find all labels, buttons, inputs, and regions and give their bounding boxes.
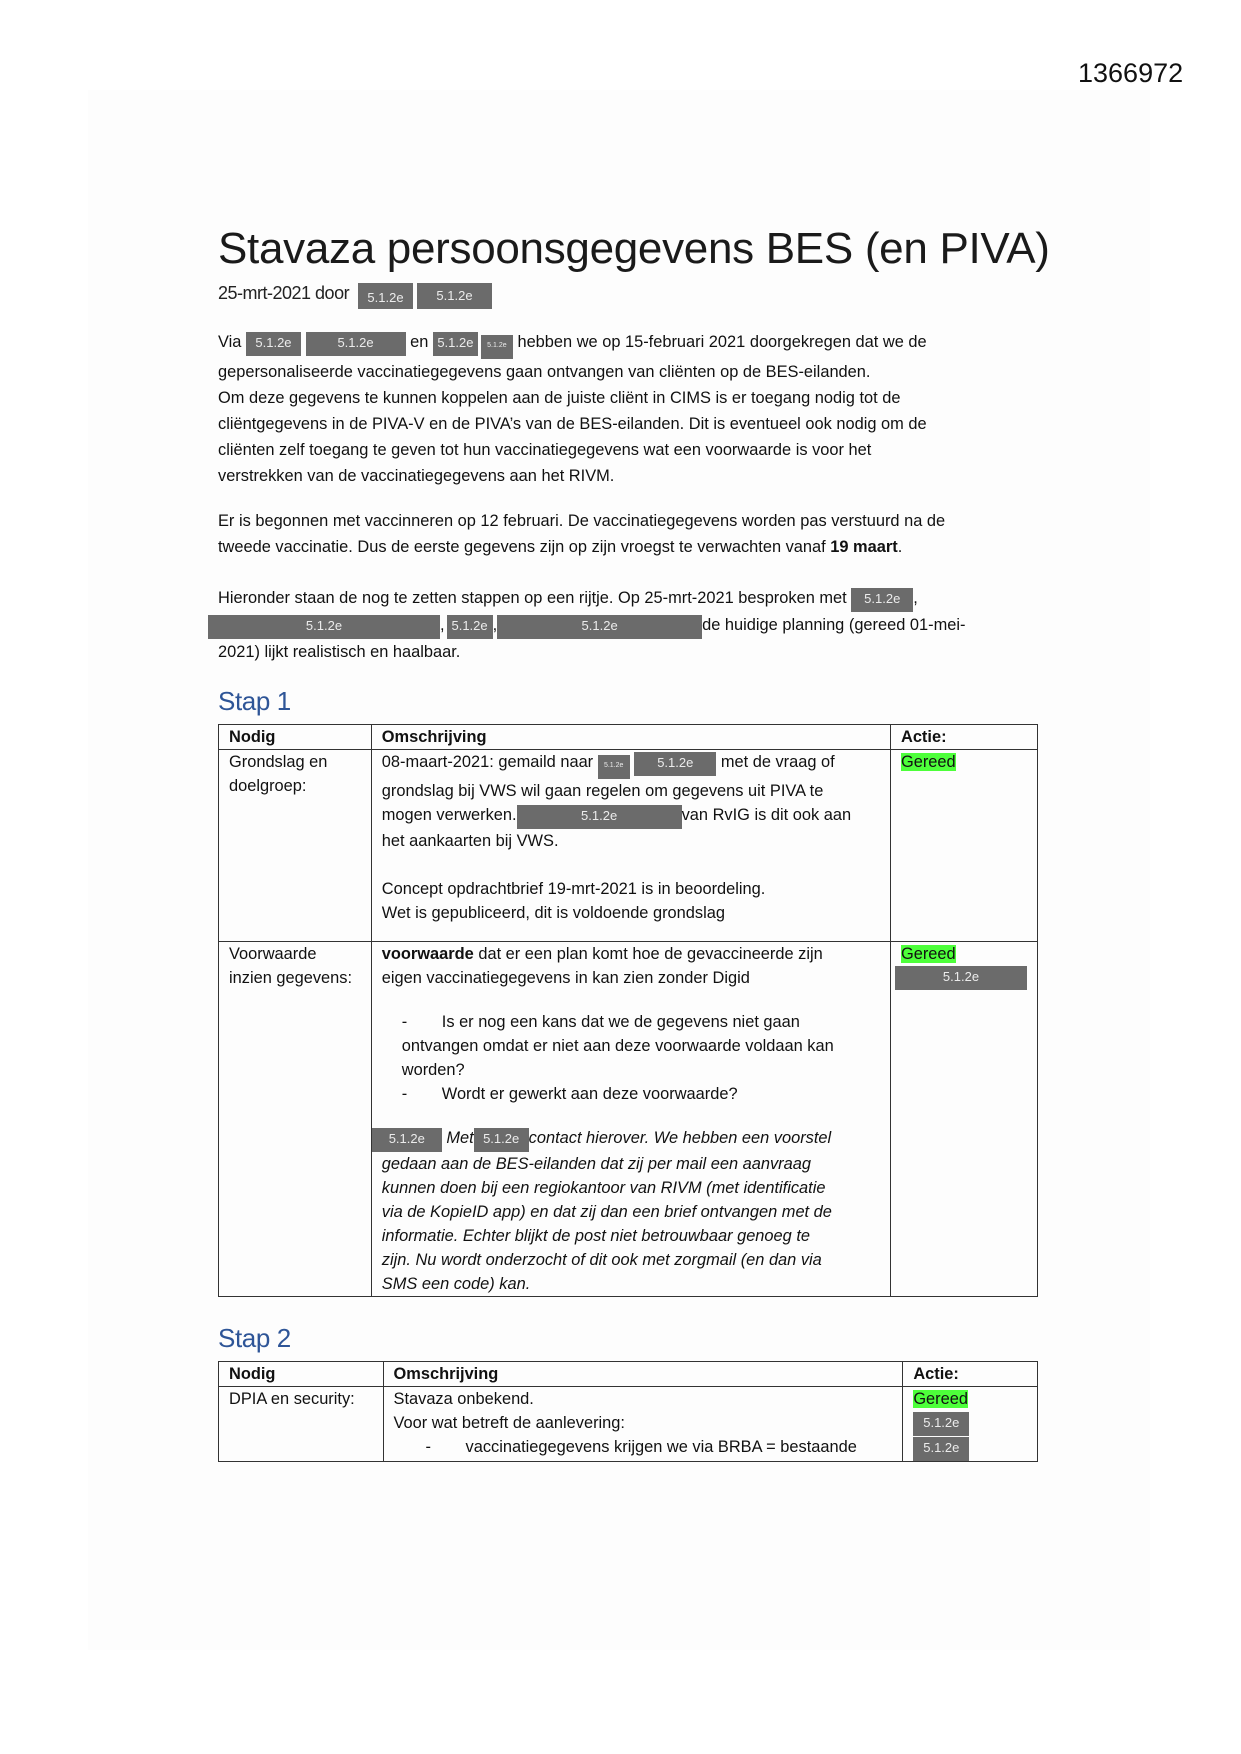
redaction-box: 5.1.2e — [517, 805, 682, 829]
bullet-item — [382, 1010, 880, 1082]
redaction-box: 5.1.2e — [246, 332, 301, 356]
redaction-box: 5.1.2e — [851, 588, 913, 612]
text — [372, 1126, 880, 1152]
redaction-box: 5.1.2e — [497, 615, 702, 639]
stap-2-table — [218, 1361, 1038, 1462]
text — [382, 750, 880, 779]
column-header-actie: Actie: — [890, 725, 1037, 750]
text: . — [897, 538, 903, 556]
cell-actie — [903, 1387, 1038, 1462]
text: Wordt er gewerkt aan deze voorwaarde? — [441, 1085, 738, 1103]
redaction-box: 5.1.2e — [447, 615, 493, 639]
text — [382, 803, 880, 829]
redaction-box: 5.1.2e — [417, 283, 492, 309]
text: 08-maart-2021: gemaild naar — [381, 753, 594, 771]
cell-omschrijving — [371, 942, 890, 1297]
vaccination-paragraph — [218, 508, 1038, 560]
table-row — [219, 750, 1038, 942]
bold-date: 19 maart — [830, 538, 898, 556]
status-badge: Gereed — [913, 1390, 968, 1408]
redaction-box: 5.1.2e — [895, 966, 1027, 990]
table-row — [219, 942, 1038, 1297]
cell-nodig — [219, 942, 372, 1297]
dash: - — [425, 1438, 431, 1456]
section-heading-stap-2: Stap 2 — [218, 1323, 291, 1353]
table-header-row — [219, 725, 1038, 750]
text: kunnen doen bij een regiokantoor van RIVM (met identificatie — [381, 1179, 826, 1197]
redaction-box: 5.1.2e — [481, 335, 513, 359]
para2-line-2 — [218, 534, 1038, 560]
text: vaccinatiegegevens krijgen we via BRBA = bestaande — [465, 1438, 857, 1456]
column-header-nodig: Nodig — [219, 725, 372, 750]
text: het aankaarten bij VWS. — [381, 832, 559, 850]
redaction-box: 5.1.2e — [433, 332, 478, 356]
intro-line-4: cliëntgegevens in de PIVA-V en de PIVA’s van de BES-eilanden. Dit is eventueel ook nodig om de — [218, 415, 927, 433]
text: gedaan aan de BES-eilanden dat zij per mail een aanvraag — [381, 1155, 811, 1173]
subtitle-date-author: 25-mrt-2021 door — [218, 283, 350, 303]
para3-line-3: 2021) lijkt realistisch en haalbaar. — [218, 643, 461, 661]
document-id: 1366972 — [1078, 58, 1184, 88]
text: via de KopieID app) en dat zij dan een brief ontvangen met de — [381, 1203, 832, 1221]
para3-line-2 — [218, 612, 1038, 639]
text: tweede vaccinatie. Dus de eerste gegevens zijn op zijn vroegst te verwachten vanaf — [218, 538, 831, 556]
table-header-row — [219, 1362, 1038, 1387]
redaction-box: 5.1.2e — [208, 615, 440, 639]
intro-line-6: verstrekken van de vaccinatiegegevens aan het RIVM. — [218, 467, 615, 485]
text: mogen verwerken. — [381, 806, 517, 824]
page-title: Stavaza persoonsgegevens BES (en PIVA) — [218, 224, 1050, 273]
intro-line-2: gepersonaliseerde vaccinatiegegevens gaan ontvangen van cliënten op de BES-eilanden. — [218, 363, 871, 381]
cell-omschrijving — [383, 1387, 903, 1462]
text: Stavaza onbekend. — [393, 1390, 534, 1408]
text: zijn. Nu wordt onderzocht of dit ook met zorgmail (en dan via — [381, 1251, 822, 1269]
text: met de vraag of — [720, 753, 835, 771]
text: , — [440, 616, 445, 634]
cell-omschrijving — [371, 750, 890, 942]
text: SMS een code) kan. — [381, 1275, 531, 1293]
stap-1-table — [218, 724, 1038, 1297]
bullet-item — [394, 1435, 893, 1459]
intro-line-5: cliënten zelf toegang te geven tot hun vaccinatiegegevens wat een voorwaarde is voor het — [218, 441, 872, 459]
text: Wet is gepubliceerd, dit is voldoende grondslag — [381, 904, 725, 922]
cell-nodig — [219, 750, 372, 942]
intro-line-1 — [218, 329, 1038, 359]
text: , — [913, 589, 918, 607]
text: hebben we op 15-februari 2021 doorgekregen dat we de — [517, 333, 927, 351]
text: doelgroep: — [229, 777, 307, 795]
column-header-actie: Actie: — [903, 1362, 1038, 1387]
dash: - — [401, 1013, 408, 1031]
text: eigen vaccinatiegegevens in kan zien zonder Digid — [381, 969, 750, 987]
table-row — [219, 1387, 1038, 1462]
redaction-box: 5.1.2e — [358, 283, 413, 309]
text: inzien gegevens: — [229, 969, 353, 987]
redaction-box: 5.1.2e — [598, 755, 630, 779]
column-header-nodig: Nodig — [219, 1362, 384, 1387]
text — [382, 942, 880, 966]
redaction-box: 5.1.2e — [634, 752, 716, 776]
redaction-box: 5.1.2e — [913, 1412, 969, 1436]
redaction-box: 5.1.2e — [306, 332, 406, 356]
text: Hieronder staan de nog te zetten stappen op een rijtje. Op 25-mrt-2021 besproken met — [218, 589, 847, 607]
section-heading-stap-1: Stap 1 — [218, 686, 291, 716]
text: Via — [218, 333, 242, 351]
text: de huidige planning (gereed 01-mei- — [702, 616, 966, 634]
redaction-box: 5.1.2e — [474, 1128, 529, 1152]
text: contact hierover. We hebben een voorstel — [528, 1129, 832, 1147]
para3-line-1 — [218, 585, 1038, 612]
bold-text: voorwaarde — [381, 945, 474, 963]
intro-paragraph — [218, 329, 1038, 489]
redaction-box: 5.1.2e — [913, 1437, 969, 1461]
status-badge: Gereed — [900, 753, 956, 771]
status-badge: Gereed — [900, 945, 956, 963]
redaction-box: 5.1.2e — [372, 1128, 442, 1152]
bullet-item — [382, 1082, 880, 1106]
dash: - — [401, 1085, 408, 1103]
cell-nodig: DPIA en security: — [219, 1387, 384, 1462]
text: Met — [446, 1129, 474, 1147]
text: Voorwaarde — [229, 945, 317, 963]
text: Grondslag en — [229, 753, 328, 771]
subtitle — [218, 280, 349, 306]
text: , — [492, 616, 498, 634]
text: Voor wat betreft de aanlevering: — [393, 1414, 625, 1432]
text: dat er een plan komt hoe de gevaccineerde zijn — [473, 945, 823, 963]
cell-actie — [890, 942, 1037, 1297]
column-header-omschrijving: Omschrijving — [383, 1362, 903, 1387]
planning-paragraph — [218, 585, 1038, 665]
text: van RvIG is dit ook aan — [681, 806, 852, 824]
text: Is er nog een kans dat we de gegevens niet gaan ontvangen omdat er niet aan deze voorwaarde voldaan kan worden? — [401, 1013, 834, 1079]
column-header-omschrijving: Omschrijving — [371, 725, 890, 750]
intro-line-3: Om deze gegevens te kunnen koppelen aan de juiste cliënt in CIMS is er toegang nodig tot de — [218, 389, 901, 407]
text: Concept opdrachtbrief 19-mrt-2021 is in beoordeling. — [381, 880, 766, 898]
text: informatie. Echter blijkt de post niet betrouwbaar genoeg te — [381, 1227, 810, 1245]
text: grondslag bij VWS wil gaan regelen om gegevens uit PIVA te — [381, 782, 824, 800]
para2-line-1: Er is begonnen met vaccinneren op 12 februari. De vaccinatiegegevens worden pas verstuurd na de — [218, 512, 946, 530]
cell-actie — [890, 750, 1037, 942]
text: en — [410, 333, 429, 351]
